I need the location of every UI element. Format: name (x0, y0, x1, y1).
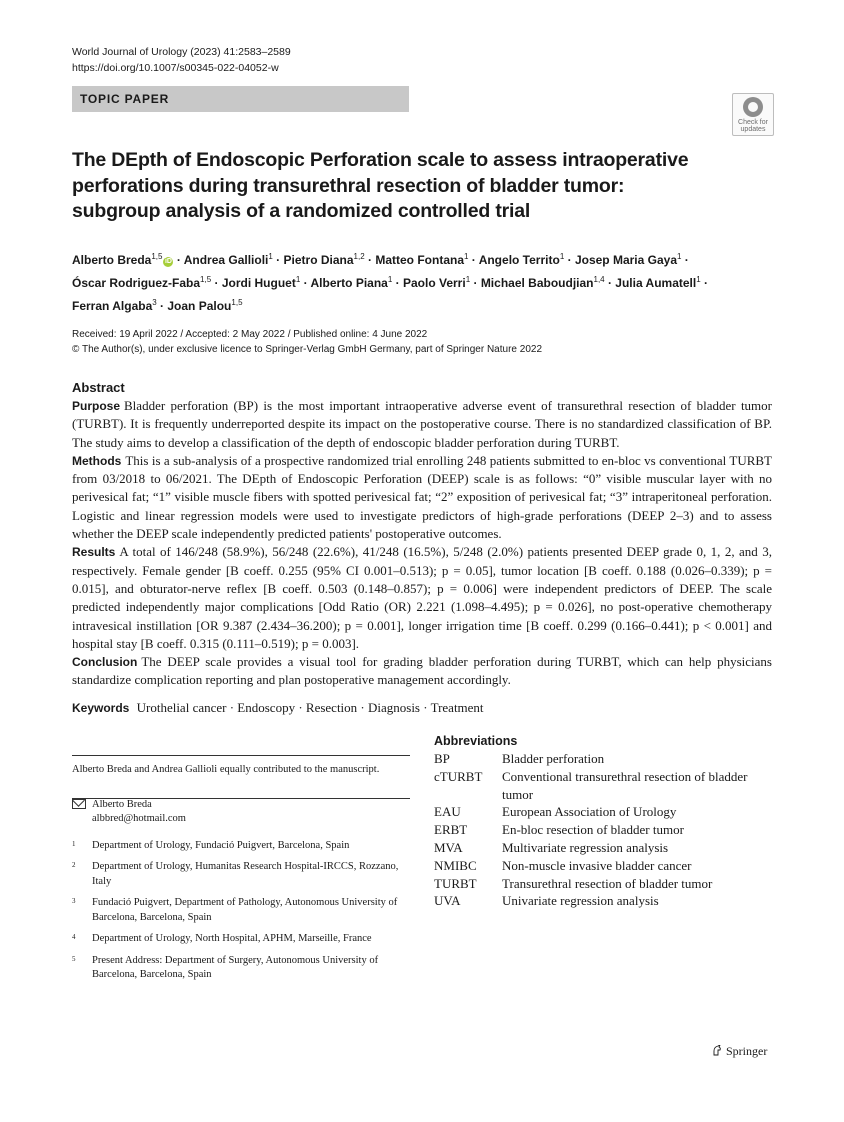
author[interactable]: Julia Aumatell$^1$ (615, 275, 701, 290)
author[interactable]: Óscar Rodriguez-Faba$^{1,5}$ (72, 275, 212, 290)
journal-header (72, 44, 291, 76)
keywords (72, 700, 484, 716)
abbreviation-row: NMIBC Non-muscle invasive bladder cancer (434, 857, 692, 873)
contribution-note: Alberto Breda and Andrea Gallioli equally contributed to the manuscript. (72, 764, 380, 775)
author[interactable]: Matteo Fontana$^1$ (375, 252, 469, 267)
abstract-methods: Methods This is a sub-analysis of a prospective randomized trial enrolling 248 patients submitted to en-bloc vs conventional TURBT from 03/2018 to 06/2021. The DEpth of Endoscopic Perforation (DEEP) scale is as follows: “0” visible muscular layer with no perivesical fat; “1” visible muscle fibers with spotted perivesical fat; “2” exposition of perivesical fat; “3” intraperitoneal perforation. Logistic and linear regression models were used to investigate predictors of high-grade perforations (DEEP 2–3) and to assess whether the DEEP scale independently predicted patients' postoperative outcomes. (72, 452, 772, 542)
abbreviation-row: EAU European Association of Urology (434, 804, 677, 820)
author[interactable]: Andrea Gallioli$^1$ (183, 252, 273, 267)
abstract-heading: Abstract (72, 380, 125, 395)
affiliation: 5 Present Address: Department of Surgery, Autonomous University of Barcelona, Barcelona, Spain (72, 954, 379, 980)
abbreviations-table (434, 750, 774, 910)
author-list: Alberto Breda$^{1,5}$iD · Andrea Gallioli$^1$ · Pietro Diana$^{1,2}$ · Matteo Fontana$^1$ · Angelo Territo$^1$ · Josep Maria Gaya$^1$ · Óscar Rodriguez-Faba$^{1,5}$ · Jordi Huguet$^1$ · Alberto Piana$^1$ · Paolo Verri$^1$ · Michael Baboudjian$^{1,4}$ · Julia Aumatell$^1$ · Ferran Algaba$^3$ · Joan Palou$^{1,5}$ (72, 252, 709, 313)
affiliation: 3 Fundació Puigvert, Department of Pathology, Autonomous University of Barcelona, Barcelona, Spain (72, 897, 398, 923)
check-updates-label: Check for updates (738, 119, 768, 133)
publication-dates (72, 327, 542, 357)
abstract-conclusion: Conclusion The DEEP scale provides a visual tool for grading bladder perforation during TURBT, which can help physicians standardize complication reporting and plan postoperative management accordingly. (72, 654, 772, 688)
abbreviation-row: ERBT En-bloc resection of bladder tumor (434, 822, 684, 838)
abstract-body (72, 397, 772, 690)
author[interactable]: Alberto Breda$^{1,5}$iD (72, 252, 172, 267)
envelope-icon (72, 799, 86, 809)
footnote-subdivider (72, 798, 410, 799)
topic-banner (72, 86, 409, 112)
journal-citation: World Journal of Urology (2023) 41:2583–2589 (72, 46, 291, 58)
author[interactable]: Angelo Territo$^1$ (478, 252, 565, 267)
author[interactable]: Josep Maria Gaya$^1$ (574, 252, 682, 267)
abbreviations-heading: Abbreviations (434, 734, 518, 748)
springer-horse-icon (712, 1045, 722, 1056)
footnotes (72, 763, 410, 990)
affiliation: 1 Department of Urology, Fundació Puigvert, Barcelona, Spain (72, 839, 350, 851)
abbreviation-row: BP Bladder perforation (434, 751, 605, 766)
abbreviation-row: TURBT Transurethral resection of bladder tumor (434, 875, 713, 891)
corresponding-name: Alberto Breda (92, 798, 152, 810)
article-title: The DEpth of Endoscopic Perforation scale to assess intraoperative perforations during transurethral resection of bladder tumor: subgroup analysis of a randomized controlled trial (72, 149, 689, 222)
topic-label: TOPIC PAPER (80, 92, 170, 106)
footnote-divider (72, 755, 410, 756)
affiliation: 2 Department of Urology, Humanitas Research Hospital-IRCCS, Rozzano, Italy (72, 861, 399, 887)
keywords-list: Urothelial cancer · Endoscopy · Resection · Diagnosis · Treatment (136, 700, 484, 715)
doi-link[interactable]: https://doi.org/10.1007/s00345-022-04052-w (72, 62, 279, 74)
abstract-purpose: Purpose Bladder perforation (BP) is the most important intraoperative adverse event of transurethral resection of bladder tumor (TURBT). It is frequently underreported despite its impact on the postoperative course. There is no standardized classification of BP. The study aims to develop a classification of the depth of endoscopic bladder perforation during TURBT. (72, 398, 772, 450)
abbreviation-row: UVA Univariate regression analysis (434, 893, 659, 909)
copyright-notice: © The Author(s), under exclusive licence to Springer-Verlag GmbH Germany, part of Springer Nature 2022 (72, 344, 542, 355)
keywords-label: Keywords (72, 701, 130, 715)
author[interactable]: Ferran Algaba$^3$ (72, 298, 157, 313)
author[interactable]: Joan Palou$^{1,5}$ (167, 298, 243, 313)
affiliation: 4 Department of Urology, North Hospital, APHM, Marseille, France (72, 933, 372, 944)
check-updates-icon (743, 97, 763, 117)
abbreviation-row: cTURBT Conventional transurethral resection of bladder tumor (434, 768, 748, 802)
author[interactable]: Alberto Piana$^1$ (310, 275, 393, 290)
corresponding-author (72, 798, 410, 827)
publisher-logo (712, 1044, 767, 1059)
author[interactable]: Paolo Verri$^1$ (402, 275, 471, 290)
orcid-icon[interactable]: iD (164, 258, 172, 265)
author[interactable]: Jordi Huguet$^1$ (221, 275, 301, 290)
check-for-updates-button[interactable] (732, 93, 774, 136)
abbreviation-row: MVA Multivariate regression analysis (434, 839, 669, 855)
publisher-name: Springer (726, 1044, 768, 1058)
abstract-results: Results A total of 146/248 (58.9%), 56/248 (22.6%), 41/248 (16.5%), 5/248 (2.0%) patients presented DEEP grade 0, 1, 2, and 3, respectively. Female gender [B coeff. 0.255 (95% CI 0.001–0.513); p = 0.05], tumor location [B coeff. 0.188 (0.026–0.339); p = 0.015], and obturator-nerve reflex [B coeff. 0.503 (0.148–0.857); p = 0.006] were independent predictors of DEEP. The scale predicted independently major complications [Odd Ratio (OR) 2.221 (1.098–4.495); p = 0.026], no post-operative chemotherapy intravesical instillation [OR 9.387 (2.434–36.200); p = 0.001], longer irrigation time [B coeff. 0.299 (0.166–0.441); p < 0.001] and hospital stay [B coeff. 0.315 (0.111–0.519); p = 0.003]. (72, 544, 772, 651)
author[interactable]: Pietro Diana$^{1,2}$ (283, 252, 365, 267)
author[interactable]: Michael Baboudjian$^{1,4}$ (480, 275, 605, 290)
abbreviations-section (434, 734, 774, 910)
history-dates: Received: 19 April 2022 / Accepted: 2 May 2022 / Published online: 4 June 2022 (72, 329, 428, 340)
corresponding-email[interactable]: albbred@hotmail.com (92, 813, 186, 824)
